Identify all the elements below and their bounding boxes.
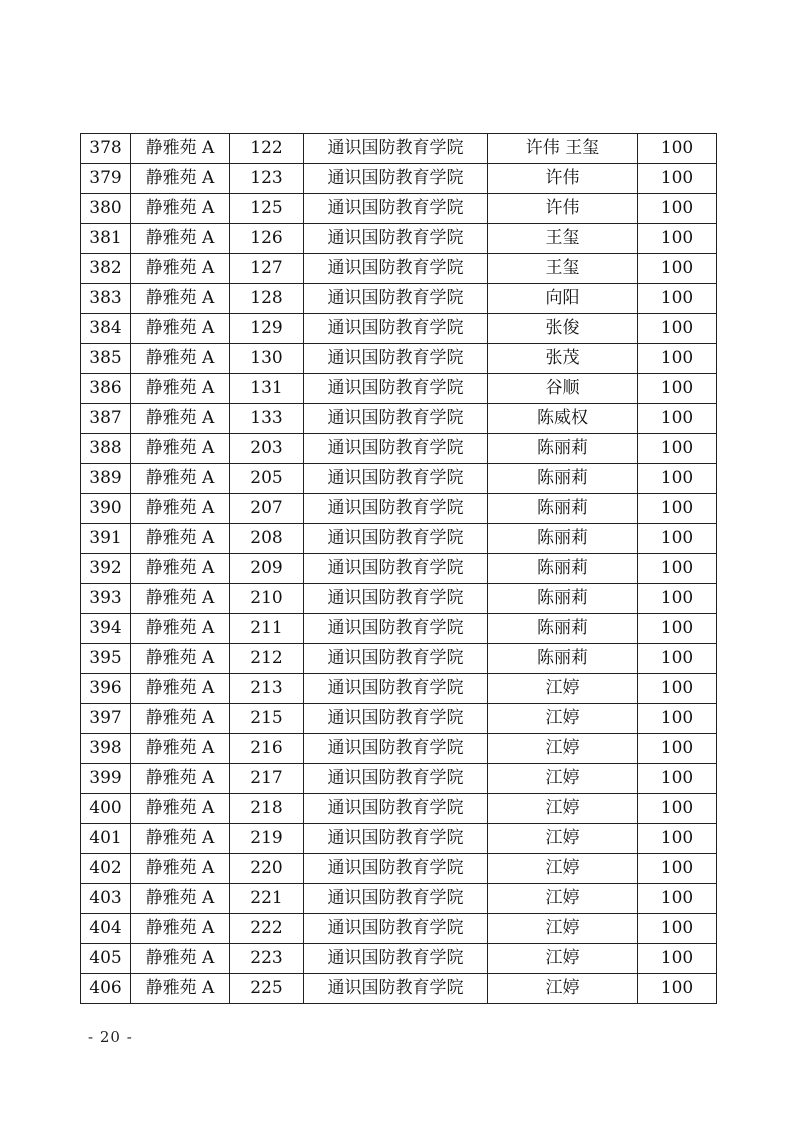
college-cell: 通识国防教育学院 <box>304 314 488 344</box>
table-row <box>81 674 717 704</box>
row-number-cell: 406 <box>81 974 131 1004</box>
college-cell: 通识国防教育学院 <box>304 674 488 704</box>
score-cell: 100 <box>638 284 717 314</box>
room-cell: 123 <box>230 164 304 194</box>
college-cell: 通识国防教育学院 <box>304 764 488 794</box>
room-cell: 126 <box>230 224 304 254</box>
table-row <box>81 164 717 194</box>
table-row <box>81 764 717 794</box>
score-cell: 100 <box>638 434 717 464</box>
row-number-cell: 396 <box>81 674 131 704</box>
room-cell: 209 <box>230 554 304 584</box>
college-cell: 通识国防教育学院 <box>304 164 488 194</box>
score-cell: 100 <box>638 134 717 164</box>
score-cell: 100 <box>638 644 717 674</box>
person-cell: 陈丽莉 <box>488 524 638 554</box>
building-cell: 静雅苑 A <box>131 704 230 734</box>
row-number-cell: 392 <box>81 554 131 584</box>
table-row <box>81 374 717 404</box>
person-cell: 江婷 <box>488 734 638 764</box>
building-cell: 静雅苑 A <box>131 404 230 434</box>
college-cell: 通识国防教育学院 <box>304 824 488 854</box>
building-cell: 静雅苑 A <box>131 884 230 914</box>
building-cell: 静雅苑 A <box>131 434 230 464</box>
building-cell: 静雅苑 A <box>131 524 230 554</box>
person-cell: 谷顺 <box>488 374 638 404</box>
college-cell: 通识国防教育学院 <box>304 284 488 314</box>
row-number-cell: 401 <box>81 824 131 854</box>
building-cell: 静雅苑 A <box>131 824 230 854</box>
room-cell: 211 <box>230 614 304 644</box>
row-number-cell: 394 <box>81 614 131 644</box>
row-number-cell: 380 <box>81 194 131 224</box>
score-cell: 100 <box>638 464 717 494</box>
college-cell: 通识国防教育学院 <box>304 374 488 404</box>
person-cell: 王玺 <box>488 254 638 284</box>
score-cell: 100 <box>638 404 717 434</box>
table-row <box>81 404 717 434</box>
room-cell: 212 <box>230 644 304 674</box>
row-number-cell: 399 <box>81 764 131 794</box>
score-cell: 100 <box>638 554 717 584</box>
row-number-cell: 390 <box>81 494 131 524</box>
person-cell: 陈丽莉 <box>488 554 638 584</box>
table-row <box>81 254 717 284</box>
person-cell: 陈丽莉 <box>488 614 638 644</box>
room-cell: 125 <box>230 194 304 224</box>
room-cell: 128 <box>230 284 304 314</box>
score-cell: 100 <box>638 194 717 224</box>
room-cell: 213 <box>230 674 304 704</box>
room-cell: 129 <box>230 314 304 344</box>
row-number-cell: 397 <box>81 704 131 734</box>
room-cell: 216 <box>230 734 304 764</box>
room-cell: 208 <box>230 524 304 554</box>
college-cell: 通识国防教育学院 <box>304 464 488 494</box>
row-number-cell: 379 <box>81 164 131 194</box>
person-cell: 江婷 <box>488 854 638 884</box>
table-row <box>81 734 717 764</box>
building-cell: 静雅苑 A <box>131 314 230 344</box>
college-cell: 通识国防教育学院 <box>304 524 488 554</box>
building-cell: 静雅苑 A <box>131 614 230 644</box>
person-cell: 江婷 <box>488 824 638 854</box>
room-cell: 133 <box>230 404 304 434</box>
table-row <box>81 794 717 824</box>
row-number-cell: 385 <box>81 344 131 374</box>
dormitory-table <box>80 133 717 1004</box>
score-cell: 100 <box>638 884 717 914</box>
row-number-cell: 398 <box>81 734 131 764</box>
room-cell: 207 <box>230 494 304 524</box>
building-cell: 静雅苑 A <box>131 674 230 704</box>
table-row <box>81 584 717 614</box>
table-row <box>81 554 717 584</box>
row-number-cell: 403 <box>81 884 131 914</box>
person-cell: 江婷 <box>488 674 638 704</box>
building-cell: 静雅苑 A <box>131 644 230 674</box>
row-number-cell: 389 <box>81 464 131 494</box>
score-cell: 100 <box>638 524 717 554</box>
college-cell: 通识国防教育学院 <box>304 494 488 524</box>
person-cell: 许伟 王玺 <box>488 134 638 164</box>
score-cell: 100 <box>638 734 717 764</box>
score-cell: 100 <box>638 794 717 824</box>
score-cell: 100 <box>638 854 717 884</box>
score-cell: 100 <box>638 224 717 254</box>
college-cell: 通识国防教育学院 <box>304 794 488 824</box>
row-number-cell: 388 <box>81 434 131 464</box>
row-number-cell: 402 <box>81 854 131 884</box>
score-cell: 100 <box>638 584 717 614</box>
score-cell: 100 <box>638 824 717 854</box>
person-cell: 江婷 <box>488 914 638 944</box>
table-row <box>81 974 717 1004</box>
person-cell: 王玺 <box>488 224 638 254</box>
room-cell: 217 <box>230 764 304 794</box>
person-cell: 许伟 <box>488 164 638 194</box>
score-cell: 100 <box>638 344 717 374</box>
person-cell: 张茂 <box>488 344 638 374</box>
room-cell: 222 <box>230 914 304 944</box>
building-cell: 静雅苑 A <box>131 344 230 374</box>
table-row <box>81 134 717 164</box>
person-cell: 江婷 <box>488 944 638 974</box>
room-cell: 205 <box>230 464 304 494</box>
table-row <box>81 224 717 254</box>
row-number-cell: 383 <box>81 284 131 314</box>
building-cell: 静雅苑 A <box>131 854 230 884</box>
score-cell: 100 <box>638 314 717 344</box>
row-number-cell: 387 <box>81 404 131 434</box>
building-cell: 静雅苑 A <box>131 194 230 224</box>
room-cell: 127 <box>230 254 304 284</box>
table-row <box>81 614 717 644</box>
score-cell: 100 <box>638 614 717 644</box>
person-cell: 江婷 <box>488 794 638 824</box>
building-cell: 静雅苑 A <box>131 794 230 824</box>
person-cell: 江婷 <box>488 974 638 1004</box>
score-cell: 100 <box>638 704 717 734</box>
table-row <box>81 314 717 344</box>
table-row <box>81 884 717 914</box>
building-cell: 静雅苑 A <box>131 944 230 974</box>
building-cell: 静雅苑 A <box>131 374 230 404</box>
row-number-cell: 384 <box>81 314 131 344</box>
table-row <box>81 644 717 674</box>
score-cell: 100 <box>638 494 717 524</box>
row-number-cell: 391 <box>81 524 131 554</box>
person-cell: 陈丽莉 <box>488 584 638 614</box>
room-cell: 225 <box>230 974 304 1004</box>
building-cell: 静雅苑 A <box>131 284 230 314</box>
score-cell: 100 <box>638 914 717 944</box>
room-cell: 215 <box>230 704 304 734</box>
person-cell: 向阳 <box>488 284 638 314</box>
room-cell: 210 <box>230 584 304 614</box>
table-row <box>81 854 717 884</box>
table-body <box>81 134 717 1004</box>
building-cell: 静雅苑 A <box>131 494 230 524</box>
college-cell: 通识国防教育学院 <box>304 854 488 884</box>
room-cell: 223 <box>230 944 304 974</box>
college-cell: 通识国防教育学院 <box>304 644 488 674</box>
person-cell: 陈丽莉 <box>488 464 638 494</box>
college-cell: 通识国防教育学院 <box>304 884 488 914</box>
building-cell: 静雅苑 A <box>131 584 230 614</box>
person-cell: 陈丽莉 <box>488 494 638 524</box>
room-cell: 221 <box>230 884 304 914</box>
table-row <box>81 914 717 944</box>
row-number-cell: 382 <box>81 254 131 284</box>
row-number-cell: 395 <box>81 644 131 674</box>
college-cell: 通识国防教育学院 <box>304 614 488 644</box>
row-number-cell: 404 <box>81 914 131 944</box>
row-number-cell: 381 <box>81 224 131 254</box>
person-cell: 江婷 <box>488 704 638 734</box>
score-cell: 100 <box>638 164 717 194</box>
room-cell: 220 <box>230 854 304 884</box>
score-cell: 100 <box>638 944 717 974</box>
table-row <box>81 284 717 314</box>
college-cell: 通识国防教育学院 <box>304 344 488 374</box>
table-row <box>81 944 717 974</box>
building-cell: 静雅苑 A <box>131 764 230 794</box>
building-cell: 静雅苑 A <box>131 254 230 284</box>
college-cell: 通识国防教育学院 <box>304 134 488 164</box>
room-cell: 122 <box>230 134 304 164</box>
building-cell: 静雅苑 A <box>131 134 230 164</box>
score-cell: 100 <box>638 974 717 1004</box>
person-cell: 张俊 <box>488 314 638 344</box>
row-number-cell: 405 <box>81 944 131 974</box>
room-cell: 203 <box>230 434 304 464</box>
building-cell: 静雅苑 A <box>131 164 230 194</box>
table-row <box>81 494 717 524</box>
college-cell: 通识国防教育学院 <box>304 404 488 434</box>
row-number-cell: 386 <box>81 374 131 404</box>
building-cell: 静雅苑 A <box>131 914 230 944</box>
table-row <box>81 194 717 224</box>
building-cell: 静雅苑 A <box>131 554 230 584</box>
college-cell: 通识国防教育学院 <box>304 944 488 974</box>
row-number-cell: 393 <box>81 584 131 614</box>
person-cell: 江婷 <box>488 764 638 794</box>
college-cell: 通识国防教育学院 <box>304 584 488 614</box>
college-cell: 通识国防教育学院 <box>304 914 488 944</box>
college-cell: 通识国防教育学院 <box>304 974 488 1004</box>
college-cell: 通识国防教育学院 <box>304 194 488 224</box>
room-cell: 131 <box>230 374 304 404</box>
row-number-cell: 378 <box>81 134 131 164</box>
person-cell: 陈丽莉 <box>488 644 638 674</box>
table-row <box>81 464 717 494</box>
room-cell: 219 <box>230 824 304 854</box>
person-cell: 许伟 <box>488 194 638 224</box>
table-row <box>81 524 717 554</box>
score-cell: 100 <box>638 374 717 404</box>
room-cell: 130 <box>230 344 304 374</box>
table-row <box>81 344 717 374</box>
room-cell: 218 <box>230 794 304 824</box>
table-row <box>81 704 717 734</box>
college-cell: 通识国防教育学院 <box>304 254 488 284</box>
score-cell: 100 <box>638 254 717 284</box>
building-cell: 静雅苑 A <box>131 734 230 764</box>
college-cell: 通识国防教育学院 <box>304 554 488 584</box>
score-cell: 100 <box>638 764 717 794</box>
table-row <box>81 824 717 854</box>
building-cell: 静雅苑 A <box>131 224 230 254</box>
person-cell: 江婷 <box>488 884 638 914</box>
score-cell: 100 <box>638 674 717 704</box>
page-number: - 20 - <box>88 1028 133 1046</box>
college-cell: 通识国防教育学院 <box>304 734 488 764</box>
building-cell: 静雅苑 A <box>131 464 230 494</box>
college-cell: 通识国防教育学院 <box>304 224 488 254</box>
person-cell: 陈威权 <box>488 404 638 434</box>
person-cell: 陈丽莉 <box>488 434 638 464</box>
college-cell: 通识国防教育学院 <box>304 434 488 464</box>
row-number-cell: 400 <box>81 794 131 824</box>
college-cell: 通识国防教育学院 <box>304 704 488 734</box>
table-row <box>81 434 717 464</box>
building-cell: 静雅苑 A <box>131 974 230 1004</box>
